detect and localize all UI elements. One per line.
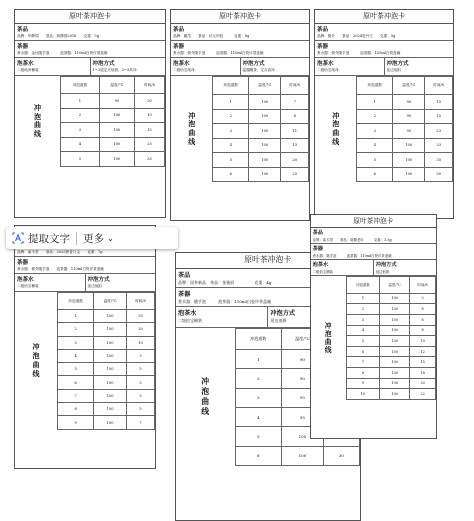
col-temp-header: 温度/°C xyxy=(380,277,410,293)
step-temperature: 100 xyxy=(380,389,410,400)
brew-curve xyxy=(15,76,165,167)
brew-step-row xyxy=(61,152,165,167)
step-number: 2 xyxy=(357,109,393,124)
step-time: 8 xyxy=(281,109,309,124)
step-temperature: 95 xyxy=(281,388,323,407)
step-number: 8 xyxy=(346,368,379,379)
tea-section-heading: 茶品 xyxy=(177,271,191,279)
step-time: 5 xyxy=(127,363,155,376)
step-time: 15 xyxy=(425,95,453,110)
brew-curve-table xyxy=(356,76,453,182)
col-temp-header: 温度/°C xyxy=(393,77,425,95)
step-temperature: 100 xyxy=(393,153,425,168)
step-temperature: 100 xyxy=(393,138,425,153)
step-temperature: 100 xyxy=(281,427,323,446)
step-time: 18 xyxy=(410,368,436,379)
more-label: 更多 xyxy=(83,232,104,245)
card-title: 原叶茶冲泡卡 xyxy=(311,215,436,228)
water-method-row xyxy=(15,58,165,76)
curve-label: 冲泡曲线 xyxy=(324,321,332,355)
step-time: 8 xyxy=(410,314,436,325)
step-time: 20 xyxy=(410,378,436,389)
water-method-row xyxy=(311,260,436,277)
step-time: 15 xyxy=(425,109,453,124)
brew-step-row xyxy=(61,108,165,123)
step-number: 4 xyxy=(58,349,94,362)
chevron-down-icon: ⌄ xyxy=(107,233,114,243)
step-time: 15 xyxy=(135,123,165,138)
brew-curve-table xyxy=(60,76,165,167)
card-title: 原叶茶冲泡卡 xyxy=(171,10,309,24)
water-heading: 泡茶水 xyxy=(17,277,34,283)
tea-section-heading: 茶品 xyxy=(317,27,329,33)
brew-step-row xyxy=(346,357,435,368)
step-temperature: 100 xyxy=(249,95,281,110)
step-temperature: 100 xyxy=(249,138,281,153)
step-temperature: 100 xyxy=(380,325,410,336)
ware-info: 煮水器：随手泡 泡茶器：110ml白瓷评茶盖碗 xyxy=(311,252,436,260)
brew-card xyxy=(14,225,156,469)
step-time: 3 xyxy=(127,349,155,362)
step-temperature: 100 xyxy=(94,403,127,416)
step-number: 4 xyxy=(61,137,100,152)
curve-label: 冲泡曲线 xyxy=(201,377,210,416)
step-number: 2 xyxy=(235,369,281,388)
step-temperature: 100 xyxy=(249,167,281,182)
col-time-header: 时间/S xyxy=(281,77,309,95)
step-number: 4 xyxy=(213,138,249,153)
brew-step-row xyxy=(61,94,165,109)
step-temperature: 100 xyxy=(249,124,281,139)
brew-step-row xyxy=(346,325,435,336)
col-round-header: 冲泡道数 xyxy=(357,77,393,95)
step-temperature: 100 xyxy=(393,167,425,182)
brew-step-row xyxy=(346,304,435,315)
step-time: 11 xyxy=(281,124,309,139)
step-temperature: 100 xyxy=(249,109,281,124)
col-round-header: 冲泡道数 xyxy=(235,328,281,349)
step-number: 2 xyxy=(61,108,100,123)
brew-step-row xyxy=(58,376,155,389)
step-time: 20 xyxy=(127,310,155,323)
step-number: 6 xyxy=(346,346,379,357)
water-heading: 泡茶水 xyxy=(17,61,34,67)
ware-section-heading: 茶器 xyxy=(312,245,324,252)
step-number: 6 xyxy=(357,167,393,182)
col-time-header: 时间/S xyxy=(425,77,453,95)
curve-label: 冲泡曲线 xyxy=(188,111,196,146)
step-temperature: 100 xyxy=(94,376,127,389)
col-round-header: 冲泡道数 xyxy=(346,277,379,293)
brew-step-row xyxy=(213,124,309,139)
ware-info: 煮水器：随手泡 泡茶器：110ml白瓷评茶盖碗 xyxy=(176,298,360,307)
step-number: 5 xyxy=(235,427,281,446)
step-number: 7 xyxy=(58,389,94,402)
step-number: 1 xyxy=(61,94,100,109)
brew-card xyxy=(310,214,437,439)
brew-step-row xyxy=(213,153,309,168)
method-description: 延边低斟 xyxy=(270,318,287,324)
brew-step-row xyxy=(346,346,435,357)
step-time: 8 xyxy=(410,325,436,336)
brew-step-row xyxy=(346,368,435,379)
method-heading: 冲泡方式 xyxy=(270,310,296,318)
brew-step-row xyxy=(346,314,435,325)
step-number: 3 xyxy=(213,124,249,139)
step-temperature: 100 xyxy=(94,323,127,336)
curve-label: 冲泡曲线 xyxy=(34,103,41,138)
ware-info: 煮水器：微介随手泡 泡茶器：110ml白瓷评茶盖碗 xyxy=(171,50,309,58)
ware-info: 煮水器：微介随手泡 泡茶器：125ml白瓷盖碗 xyxy=(315,50,453,58)
col-round-header: 冲泡道数 xyxy=(58,293,94,310)
brew-step-row xyxy=(213,167,309,182)
brew-step-row xyxy=(58,363,155,376)
method-description: 温器醒茶，定点高冲 xyxy=(242,68,275,72)
ware-section-heading: 茶器 xyxy=(173,44,185,50)
method-heading: 冲泡方式 xyxy=(242,61,265,67)
brew-step-row xyxy=(61,137,165,152)
brew-step-row xyxy=(213,138,309,153)
ocr-toolbar xyxy=(6,227,178,249)
step-temperature: 100 xyxy=(99,108,134,123)
step-time: 20 xyxy=(127,323,155,336)
tea-info: 品牌：曲木堂 茶品：南糯老吟 克重：3.5g xyxy=(311,236,436,244)
step-time: 23 xyxy=(425,138,453,153)
step-temperature: 100 xyxy=(99,137,134,152)
step-number: 3 xyxy=(58,336,94,349)
brew-step-row xyxy=(213,109,309,124)
method-description: 延边低斟 xyxy=(375,269,390,274)
water-heading: 泡茶水 xyxy=(177,310,197,318)
step-number: 1 xyxy=(346,293,379,304)
card-title: 原叶茶冲泡卡 xyxy=(315,10,453,24)
brew-step-row xyxy=(346,378,435,389)
step-number: 2 xyxy=(213,109,249,124)
brew-curve xyxy=(171,76,309,182)
method-description: 延边低斟 xyxy=(87,284,102,288)
step-temperature: 90 xyxy=(281,369,323,388)
step-temperature: 100 xyxy=(94,336,127,349)
method-heading: 冲泡方式 xyxy=(92,61,115,67)
step-time: 5 xyxy=(127,403,155,416)
step-number: 3 xyxy=(61,123,100,138)
col-time-header: 时间/S xyxy=(410,277,436,293)
method-heading: 冲泡方式 xyxy=(386,61,409,67)
water-type: 二级怡宝纯净 xyxy=(317,68,339,72)
step-time: 7 xyxy=(127,416,155,429)
step-temperature: 100 xyxy=(380,357,410,368)
brew-step-row xyxy=(357,124,453,139)
brew-curve-table xyxy=(57,292,155,430)
step-temperature: 100 xyxy=(281,446,323,465)
step-number: 3 xyxy=(346,314,379,325)
step-time: 5 xyxy=(127,376,155,389)
ware-info: 煮水器：金灶随手泡 泡茶器：110ml白瓷评茶盖碗 xyxy=(15,50,165,58)
curve-label: 冲泡曲线 xyxy=(32,343,40,378)
water-type: 二级怡宝桶装 xyxy=(312,269,334,274)
step-time: 10 xyxy=(135,108,165,123)
water-type: 二级怡宝桶装 xyxy=(177,318,203,324)
step-time: 7 xyxy=(281,95,309,110)
brew-step-row xyxy=(357,138,453,153)
brew-step-row xyxy=(58,389,155,402)
step-time: 35 xyxy=(425,153,453,168)
tea-section-heading: 茶品 xyxy=(17,27,29,33)
step-time: 12 xyxy=(410,346,436,357)
brew-step-row xyxy=(346,336,435,347)
brew-curve xyxy=(311,276,436,399)
brew-card xyxy=(170,9,310,221)
ware-info: 煮水器：微介随手泡 泡茶器：110ml白瓷评茶盖碗 xyxy=(15,266,155,274)
step-temperature: 100 xyxy=(94,389,127,402)
water-method-row xyxy=(171,58,309,76)
step-time: 35 xyxy=(135,152,165,167)
step-number: 1 xyxy=(213,95,249,110)
water-heading: 泡茶水 xyxy=(173,61,190,67)
step-time: 3 xyxy=(410,293,436,304)
step-temperature: 100 xyxy=(380,378,410,389)
water-heading: 泡茶水 xyxy=(317,61,334,67)
brew-step-row xyxy=(213,95,309,110)
card-title: 原叶茶冲泡卡 xyxy=(176,253,360,269)
step-temperature: 100 xyxy=(94,310,127,323)
ware-section-heading: 茶器 xyxy=(317,44,329,50)
brew-step-row xyxy=(58,403,155,416)
ware-section-heading: 茶器 xyxy=(17,260,29,266)
step-number: 4 xyxy=(235,408,281,427)
step-temperature: 90 xyxy=(393,95,425,110)
step-number: 6 xyxy=(213,167,249,182)
brew-step-row xyxy=(58,416,155,429)
step-number: 9 xyxy=(58,416,94,429)
curve-label: 冲泡曲线 xyxy=(332,111,340,146)
tea-info: 品牌：曲木堂 茶品：2025熟普口尖 克重：7g xyxy=(15,249,155,257)
brew-step-row xyxy=(357,95,453,110)
brew-step-row xyxy=(61,123,165,138)
step-time: 5 xyxy=(127,389,155,402)
method-description: 1~3道定点低斟，3~5高冲 xyxy=(92,68,137,72)
step-temperature: 100 xyxy=(94,363,127,376)
step-number: 8 xyxy=(58,403,94,416)
brew-step-row xyxy=(58,310,155,323)
step-number: 6 xyxy=(235,446,281,465)
brew-step-row xyxy=(346,293,435,304)
water-method-row xyxy=(15,274,155,292)
water-heading: 泡茶水 xyxy=(312,261,329,268)
step-time: 25 xyxy=(281,167,309,182)
extract-text-button[interactable] xyxy=(6,227,76,249)
step-number: 7 xyxy=(346,357,379,368)
step-temperature: 100 xyxy=(380,368,410,379)
step-temperature: 95 xyxy=(99,94,134,109)
col-round-header: 冲泡道数 xyxy=(61,77,100,94)
brew-card xyxy=(14,9,166,218)
tea-section-heading: 茶品 xyxy=(173,27,185,33)
method-heading: 冲泡方式 xyxy=(375,261,397,268)
col-time-header: 时间/S xyxy=(127,293,155,310)
step-time: 22 xyxy=(410,389,436,400)
step-time: 20 xyxy=(135,94,165,109)
col-temp-header: 温度/°C xyxy=(281,328,323,349)
step-temperature: 100 xyxy=(94,349,127,362)
step-number: 1 xyxy=(58,310,94,323)
brew-step-row xyxy=(58,323,155,336)
step-temperature: 100 xyxy=(380,346,410,357)
step-temperature: 95 xyxy=(281,408,323,427)
tea-info: 品牌：国茶新品 茶品：金骏眉 克重：4g xyxy=(176,279,360,288)
col-temp-header: 温度/°C xyxy=(99,77,134,94)
water-type: 二级怡宝桶装 xyxy=(17,284,39,288)
step-temperature: 100 xyxy=(99,123,134,138)
col-temp-header: 温度/°C xyxy=(94,293,127,310)
step-time: 10 xyxy=(127,336,155,349)
brew-curve xyxy=(15,292,155,430)
step-number: 2 xyxy=(346,304,379,315)
step-number: 3 xyxy=(235,388,281,407)
col-round-header: 冲泡道数 xyxy=(213,77,249,95)
brew-step-row xyxy=(346,389,435,400)
step-number: 5 xyxy=(58,363,94,376)
brew-step-row xyxy=(357,167,453,182)
brew-card xyxy=(314,9,454,219)
step-time: 50 xyxy=(425,167,453,182)
brew-step-row xyxy=(58,349,155,362)
step-number: 10 xyxy=(346,389,379,400)
brew-curve-table xyxy=(212,76,309,182)
brew-step-row xyxy=(357,109,453,124)
tea-info: 品牌：藏瓜 茶品：状元肉桂 克重：8g xyxy=(171,33,309,41)
step-temperature: 100 xyxy=(380,304,410,315)
water-method-row xyxy=(315,58,453,76)
step-temperature: 90 xyxy=(393,109,425,124)
step-time: 30 xyxy=(323,446,359,465)
water-type: 二级怡宝纯净 xyxy=(173,68,195,72)
tea-section-heading: 茶品 xyxy=(312,230,324,237)
col-time-header: 时间/S xyxy=(135,77,165,94)
step-time: 23 xyxy=(425,124,453,139)
step-time: 10 xyxy=(410,336,436,347)
step-time: 8 xyxy=(410,304,436,315)
step-temperature: 100 xyxy=(380,293,410,304)
step-temperature: 100 xyxy=(99,152,134,167)
step-number: 4 xyxy=(346,325,379,336)
brew-step-row xyxy=(235,446,359,465)
step-number: 4 xyxy=(357,138,393,153)
card-title: 原叶茶冲泡卡 xyxy=(15,10,165,24)
step-number: 5 xyxy=(357,153,393,168)
step-temperature: 100 xyxy=(380,314,410,325)
water-type: 二级纯净桶装 xyxy=(17,68,39,72)
step-time: 25 xyxy=(135,137,165,152)
step-number: 5 xyxy=(213,153,249,168)
step-temperature: 100 xyxy=(380,336,410,347)
step-number: 6 xyxy=(58,376,94,389)
brew-step-row xyxy=(357,153,453,168)
step-temperature: 100 xyxy=(94,416,127,429)
text-scan-icon xyxy=(12,232,24,244)
step-number: 3 xyxy=(357,124,393,139)
step-number: 5 xyxy=(61,152,100,167)
step-number: 5 xyxy=(346,336,379,347)
step-temperature: 100 xyxy=(249,153,281,168)
step-time: 15 xyxy=(410,357,436,368)
col-temp-header: 温度/°C xyxy=(249,77,281,95)
step-temperature: 90 xyxy=(281,349,323,368)
method-description: 延边低斟 xyxy=(386,68,401,72)
step-temperature: 95 xyxy=(393,124,425,139)
brew-curve-table xyxy=(346,276,436,399)
brew-curve xyxy=(315,76,453,182)
ware-section-heading: 茶器 xyxy=(17,44,29,50)
step-number: 2 xyxy=(58,323,94,336)
brew-step-row xyxy=(58,336,155,349)
tea-info: 品牌：华静园 茶品：和静园2016 克重：5g xyxy=(15,33,165,41)
tea-info: 品牌：微介 茶品：2024牡丹王 克重：5g xyxy=(315,33,453,41)
extract-text-label: 提取文字 xyxy=(28,232,70,245)
step-time: 13 xyxy=(281,138,309,153)
more-button[interactable] xyxy=(77,227,120,249)
ware-section-heading: 茶器 xyxy=(177,290,191,298)
step-number: 9 xyxy=(346,378,379,389)
method-heading: 冲泡方式 xyxy=(87,277,110,283)
step-time: 20 xyxy=(281,153,309,168)
step-number: 1 xyxy=(357,95,393,110)
step-number: 1 xyxy=(235,349,281,368)
